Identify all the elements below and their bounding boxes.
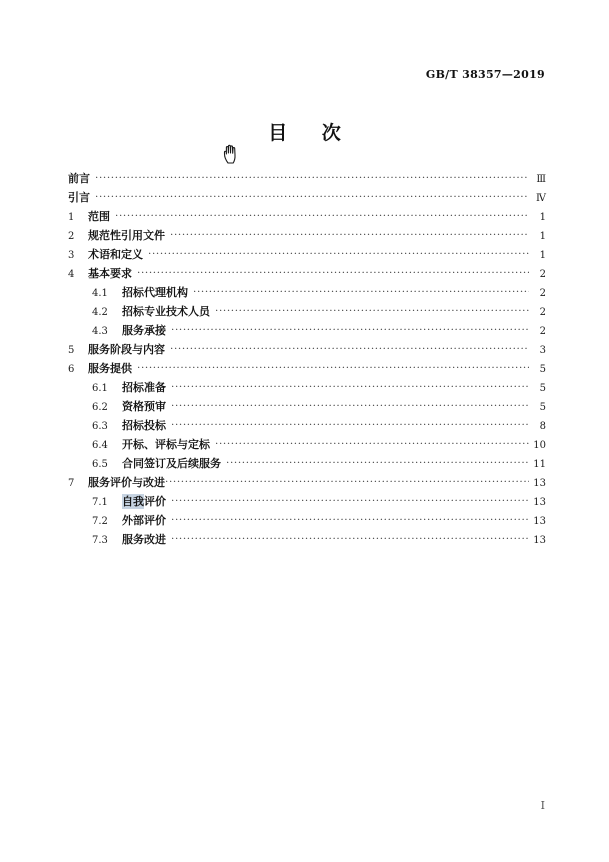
toc-dot-leader [165, 477, 529, 487]
toc-entry-number: 7.3 [92, 535, 108, 546]
toc-entry-number: 4.2 [92, 307, 108, 318]
toc-entry-label: 术语和定义 [88, 248, 143, 261]
toc-entry-number: 6.1 [92, 383, 108, 394]
toc-entry-number: 4.1 [92, 288, 108, 299]
toc-entry-page-number: Ⅳ [536, 193, 546, 204]
toc-entry-page-number: 1 [539, 212, 546, 223]
toc-entry[interactable] [68, 170, 546, 189]
toc-entry-number: 6.5 [92, 459, 108, 470]
toc-dot-leader [193, 287, 529, 297]
toc-entry-label: 招标代理机构 [122, 286, 188, 299]
toc-entry-label: 范围 [88, 210, 110, 223]
toc-entry-page-number: 1 [539, 250, 546, 261]
toc-entry-page-number: 8 [539, 421, 546, 432]
toc-entry[interactable] [68, 379, 546, 398]
toc-entry-page-number: 13 [533, 497, 546, 508]
toc-entry-label: 自我评价 [122, 495, 166, 508]
toc-dot-leader [215, 306, 529, 316]
footer-page-number: Ⅰ [540, 799, 545, 812]
toc-entry-label: 合同签订及后续服务 [122, 457, 221, 470]
toc-entry-number: 4 [68, 269, 75, 280]
toc-entry-page-number: 13 [533, 535, 546, 546]
toc-entry-number: 2 [68, 231, 75, 242]
toc-entry[interactable] [68, 436, 546, 455]
toc-entry-page-number: 5 [539, 364, 546, 375]
toc-dot-leader [171, 325, 529, 335]
toc-entry-label: 招标准备 [122, 381, 166, 394]
toc-entry-label: 外部评价 [122, 514, 166, 527]
toc-entry[interactable] [68, 208, 546, 227]
toc-entry[interactable] [68, 246, 546, 265]
toc-entry-label: 服务承接 [122, 324, 166, 337]
toc-dot-leader [226, 458, 529, 468]
toc-entry[interactable] [68, 265, 546, 284]
toc-dot-leader [148, 249, 529, 259]
toc-entry-page-number: 3 [539, 345, 546, 356]
toc-dot-leader [95, 173, 529, 183]
toc-entry-label: 服务阶段与内容 [88, 343, 165, 356]
toc-entry-label: 开标、评标与定标 [122, 438, 210, 451]
toc-entry-page-number: 11 [533, 459, 546, 470]
toc-entry-label: 招标投标 [122, 419, 166, 432]
toc-entry[interactable] [68, 360, 546, 379]
toc-entry[interactable] [68, 474, 546, 493]
toc-entry-number: 6.2 [92, 402, 108, 413]
toc-entry-page-number: 13 [533, 516, 546, 527]
toc-dot-leader [170, 344, 529, 354]
text-selection-highlight: 自我 [122, 495, 144, 508]
table-of-contents [68, 170, 546, 550]
toc-dot-leader [95, 192, 529, 202]
toc-entry[interactable] [68, 455, 546, 474]
toc-entry-number: 7.2 [92, 516, 108, 527]
toc-entry[interactable] [68, 531, 546, 550]
toc-entry-label: 基本要求 [88, 267, 132, 280]
toc-entry-page-number: 2 [539, 307, 546, 318]
hand-cursor-icon [222, 143, 242, 165]
toc-entry-page-number: 2 [539, 288, 546, 299]
toc-entry-page-number: 10 [533, 440, 546, 451]
toc-entry-label: 规范性引用文件 [88, 229, 165, 242]
toc-dot-leader [171, 515, 529, 525]
toc-entry-label: 引言 [68, 191, 90, 204]
toc-entry[interactable] [68, 341, 546, 360]
toc-entry-number: 5 [68, 345, 75, 356]
toc-entry-number: 6.4 [92, 440, 108, 451]
toc-entry[interactable] [68, 398, 546, 417]
toc-entry-number: 7 [68, 478, 75, 489]
toc-entry-number: 3 [68, 250, 75, 261]
toc-entry[interactable] [68, 303, 546, 322]
toc-entry[interactable] [68, 189, 546, 208]
toc-entry-page-number: Ⅲ [536, 174, 546, 185]
toc-dot-leader [171, 420, 529, 430]
toc-entry[interactable] [68, 284, 546, 303]
toc-entry-number: 1 [68, 212, 75, 223]
toc-entry-number: 7.1 [92, 497, 108, 508]
toc-entry-page-number: 5 [539, 383, 546, 394]
toc-dot-leader [171, 534, 529, 544]
toc-dot-leader [171, 382, 529, 392]
toc-entry-page-number: 5 [539, 402, 546, 413]
toc-dot-leader [115, 211, 529, 221]
toc-entry[interactable] [68, 417, 546, 436]
toc-dot-leader [137, 268, 529, 278]
toc-entry[interactable] [68, 227, 546, 246]
toc-entry-number: 6.3 [92, 421, 108, 432]
toc-entry-label: 招标专业技术人员 [122, 305, 210, 318]
toc-entry-page-number: 2 [539, 269, 546, 280]
toc-entry-label: 资格预审 [122, 400, 166, 413]
standard-number-header: GB/T 38357—2019 [425, 68, 545, 81]
toc-dot-leader [137, 363, 529, 373]
toc-dot-leader [215, 439, 529, 449]
toc-entry-page-number: 13 [533, 478, 546, 489]
toc-entry-label: 服务提供 [88, 362, 132, 375]
toc-entry-page-number: 2 [539, 326, 546, 337]
toc-dot-leader [170, 230, 529, 240]
toc-entry[interactable] [68, 512, 546, 531]
toc-entry[interactable] [68, 322, 546, 341]
toc-entry-number: 4.3 [92, 326, 108, 337]
page-title: 目 次 [268, 122, 355, 144]
toc-dot-leader [171, 496, 529, 506]
toc-entry-number: 6 [68, 364, 75, 375]
toc-entry-label: 前言 [68, 172, 90, 185]
toc-dot-leader [171, 401, 529, 411]
toc-entry-page-number: 1 [539, 231, 546, 242]
toc-entry-label: 服务改进 [122, 533, 166, 546]
toc-entry-label: 服务评价与改进 [88, 476, 165, 489]
toc-entry[interactable] [68, 493, 546, 512]
